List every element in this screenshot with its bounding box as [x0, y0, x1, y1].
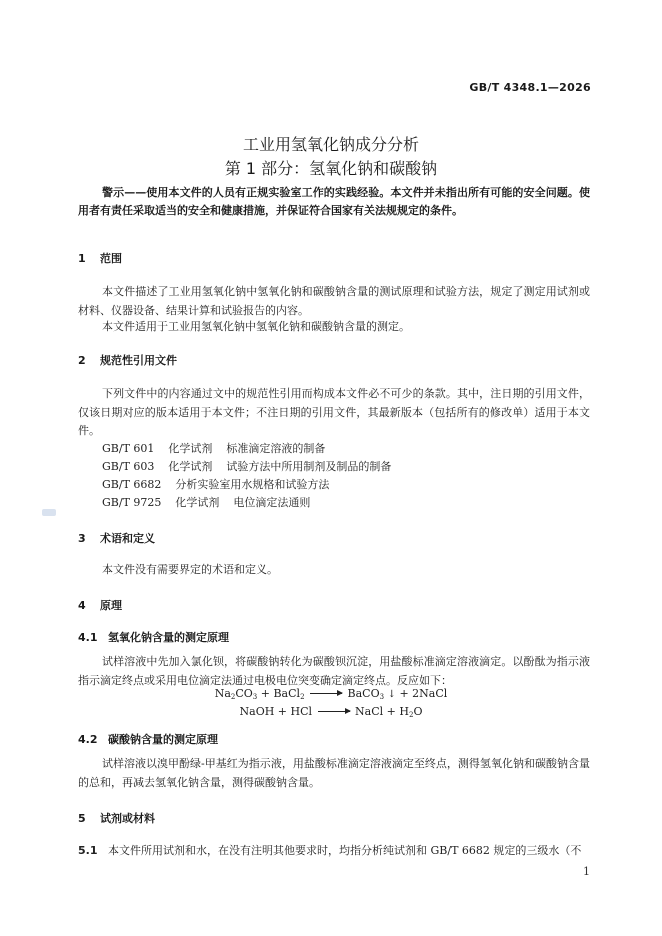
section-title: 术语和定义 — [100, 532, 155, 545]
reference-item: GB/T 6682 分析实验室用水规格和试验方法 — [102, 478, 330, 491]
section-4-heading — [78, 597, 122, 613]
reference-item: GB/T 9725 化学试剂 电位滴定法通则 — [102, 496, 311, 509]
section-number: 2 — [78, 354, 86, 367]
subsection-title: 氢氧化钠含量的测定原理 — [108, 631, 229, 644]
scope-paragraph-1: 本文件描述了工业用氢氧化钠中氢氧化钠和碳酸钠含量的测试原理和试验方法，规定了测定用试剂或材料、仪器设备、结果计算和试验报告的内容。 — [78, 285, 590, 317]
section-number: 4 — [78, 599, 86, 612]
section-1-heading — [78, 250, 122, 266]
standard-number: GB/T 4348.1—2026 — [469, 81, 591, 94]
reaction-equation-2: NaOH + HCl NaCl + $H_2O$ — [239, 705, 423, 719]
document-part-title: 第 1 部分：氢氧化钠和碳酸钠 — [224, 159, 438, 178]
subsection-title: 碳酸钠含量的测定原理 — [108, 733, 218, 746]
section-title: 范围 — [100, 252, 122, 265]
section-number: 1 — [78, 252, 86, 265]
clause-5-1 — [78, 842, 590, 861]
section-3-heading — [78, 530, 155, 546]
section-5-heading — [78, 810, 155, 826]
warning-paragraph: 警示——使用本文件的人员有正规实验室工作的实践经验。本文件并未指出所有可能的安全问题。使用者有责任采取适当的安全和健康措施，并保证符合国家有关法规规定的条件。 — [78, 186, 590, 217]
clause-number: 5.1 — [78, 844, 98, 857]
section-number: 5 — [78, 812, 86, 825]
section-number: 3 — [78, 532, 86, 545]
watermark-logo — [42, 509, 56, 516]
section-title: 规范性引用文件 — [100, 354, 177, 367]
scope-paragraph-2: 本文件适用于工业用氢氧化钠中氢氧化钠和碳酸钠含量的测定。 — [102, 320, 410, 333]
reference-item: GB/T 601 化学试剂 标准滴定溶液的制备 — [102, 442, 326, 455]
reaction-equation-1: $Na_2CO_3$ + BaCl$_2$ BaCO$_3$ ↓ + 2NaCl — [214, 687, 448, 701]
section-2-heading — [78, 352, 177, 368]
reference-item: GB/T 603 化学试剂 试验方法中所用制剂及制品的制备 — [102, 460, 392, 473]
references-paragraph: 下列文件中的内容通过文中的规范性引用而构成本文件必不可少的条款。其中，注日期的引用文件，仅该日期对应的版本适用于本文件；不注日期的引用文件，其最新版本（包括所有的修改单）适用于本文件。 — [78, 387, 590, 437]
clause-text: 本文件所用试剂和水，在没有注明其他要求时，均指分析纯试剂和 GB/T 6682 规定的三级水（不 — [108, 844, 582, 857]
terms-paragraph: 本文件没有需要界定的术语和定义。 — [102, 563, 278, 576]
section-title: 试剂或材料 — [100, 812, 155, 825]
subsection-number: 4.1 — [78, 631, 98, 644]
principle-na2co3-paragraph: 试样溶液以溴甲酚绿-甲基红为指示液，用盐酸标准滴定溶液滴定至终点，测得氢氧化钠和碳酸钠含量的总和，再减去氢氧化钠含量，测得碳酸钠含量。 — [78, 757, 590, 789]
principle-naoh-paragraph: 试样溶液中先加入氯化钡，将碳酸钠转化为碳酸钡沉淀，用盐酸标准滴定溶液滴定。以酚酞为指示液指示滴定终点或采用电位滴定法通过电极电位突变确定滴定终点。反应如下： — [78, 655, 590, 687]
subsection-4-2-heading — [78, 731, 218, 747]
document-title: 工业用氢氧化钠成分分析 — [242, 135, 419, 154]
page-number: 1 — [583, 865, 590, 878]
section-title: 原理 — [100, 599, 122, 612]
subsection-number: 4.2 — [78, 733, 98, 746]
subsection-4-1-heading — [78, 629, 229, 645]
